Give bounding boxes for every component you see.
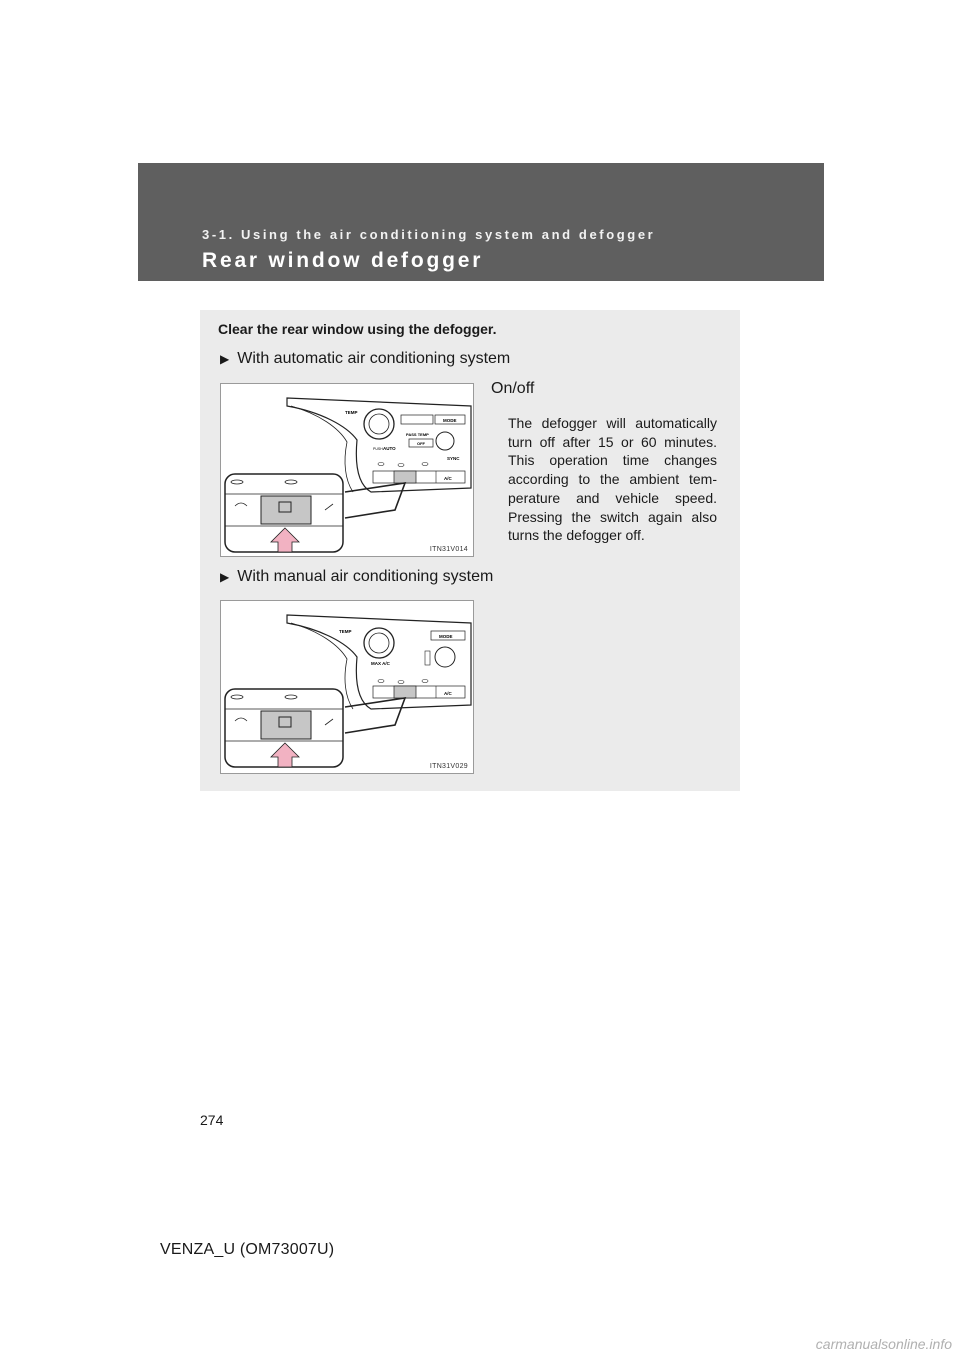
intro-text: Clear the rear window using the defogger. bbox=[218, 321, 497, 337]
figure-code: ITN31V014 bbox=[429, 546, 468, 553]
manual-heading bbox=[220, 568, 493, 586]
triangle-bullet-icon: ▶ bbox=[220, 352, 230, 366]
automatic-ac-figure bbox=[220, 383, 474, 557]
ac-label: A/C bbox=[444, 691, 452, 696]
watermark: carmanualsonline.info bbox=[815, 1336, 952, 1352]
manual-ac-figure bbox=[220, 600, 474, 774]
temp-label: TEMP bbox=[339, 629, 352, 634]
pass-temp-label: PASS TEMP bbox=[406, 432, 429, 437]
automatic-heading bbox=[220, 350, 510, 368]
manual-ac-panel-illustration bbox=[221, 601, 475, 775]
defogger-description: The defogger will automatically turn off after 15 or 60 minutes. This operation time changes according to the ambient tem-perature and vehicle speed. Pressing the switch again also turns the defogger off. bbox=[508, 415, 717, 544]
auto-label: AUTO bbox=[383, 446, 396, 451]
manual-heading-text: With manual air conditioning system bbox=[237, 568, 494, 585]
push-label: PUSH bbox=[373, 447, 383, 451]
max-ac-label: MAX A/C bbox=[371, 661, 390, 666]
mode-label: MODE bbox=[439, 634, 453, 639]
ac-label: A/C bbox=[444, 476, 452, 481]
section-title: 3-1. Using the air conditioning system and defogger bbox=[202, 227, 656, 242]
off-label: OFF bbox=[417, 441, 425, 446]
on-off-label: On/off bbox=[491, 380, 535, 397]
mode-label: MODE bbox=[443, 418, 457, 423]
content-panel bbox=[200, 310, 740, 791]
triangle-bullet-icon: ▶ bbox=[220, 570, 230, 584]
automatic-ac-panel-illustration bbox=[221, 384, 475, 558]
page-heading: Rear window defogger bbox=[202, 249, 484, 272]
temp-label: TEMP bbox=[345, 410, 358, 415]
header-bar bbox=[138, 163, 824, 281]
automatic-heading-text: With automatic air conditioning system bbox=[237, 350, 511, 367]
figure-code: ITN31V029 bbox=[429, 763, 468, 770]
sync-label: SYNC bbox=[447, 456, 460, 461]
document-code: VENZA_U (OM73007U) bbox=[160, 1241, 335, 1258]
page-number: 274 bbox=[200, 1112, 224, 1128]
